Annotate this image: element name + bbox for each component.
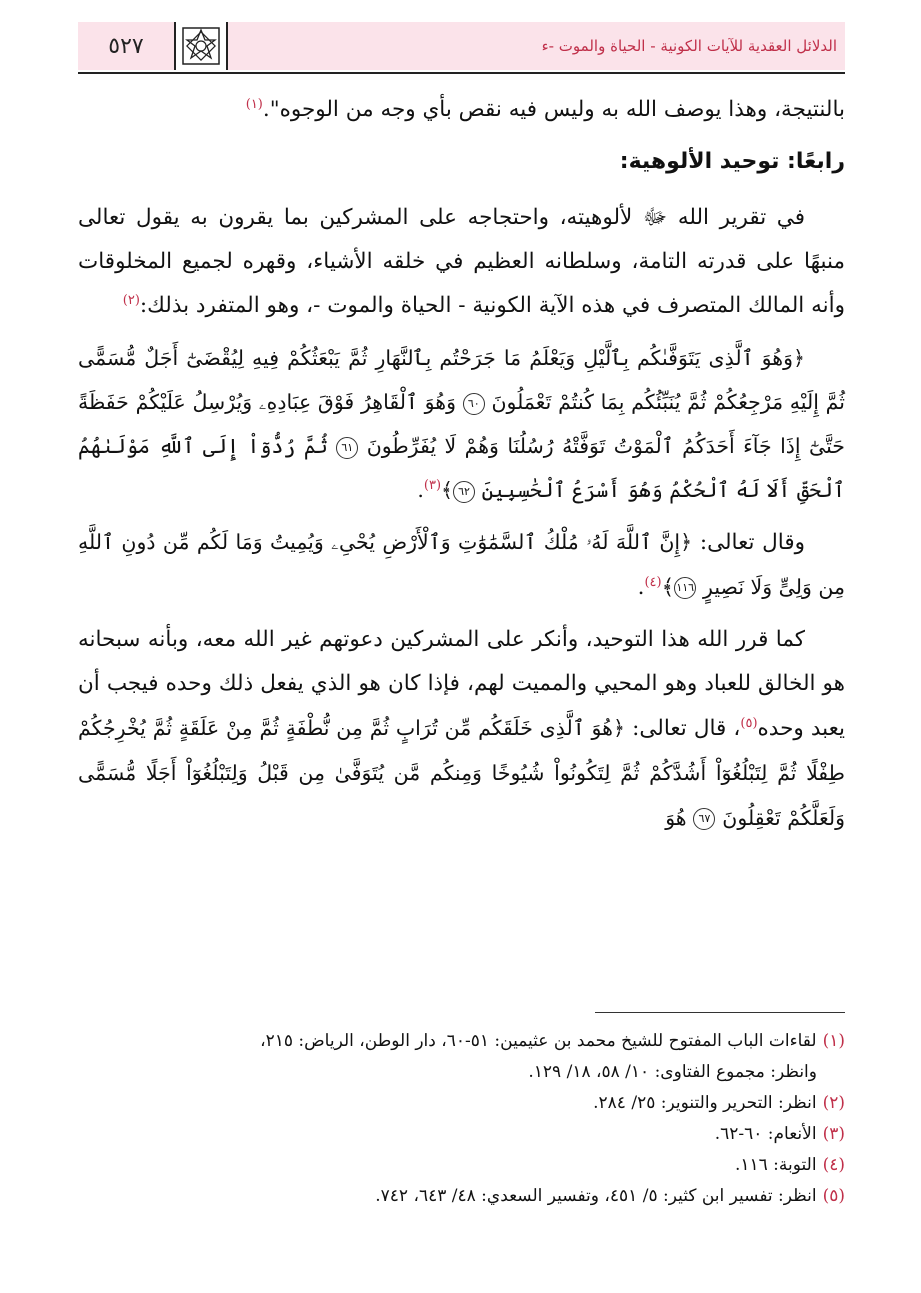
paragraph-4: كما قرر الله هذا التوحيد، وأنكر على المشركين دعوتهم غير الله معه، وبأنه سبحانه هو الخالق للعباد وهو المحيي والمميت لهم، فإذا كان هو الذي يفعل ذلك وحده فيجب أن يعبد وحده$^{(٥)}$، قال تعالى: ﴿هُوَ ٱلَّذِى خَلَقَكُم مِّن تُرَابٍ ثُمَّ مِن نُّطْفَةٍ ثُمَّ مِنْ عَلَقَةٍ ثُمَّ يُخْرِجُكُمْ طِفْلًا ثُمَّ لِتَبْلُغُوٓاْ أَشُدَّكُمْ ثُمَّ لِتَكُونُواْ شُيُوخًا وَمِنكُم مَّن يُتَوَفَّىٰ مِن قَبْلُ وَلِتَبْلُغُوٓاْ أَجَلًا مُّسَمًّى وَلَعَلَّكُمْ تَعْقِلُونَ ٦٧ هُوَ [78, 627, 846, 830]
ayah-number-icon: ١١٦ [674, 577, 696, 599]
page-header [78, 22, 845, 70]
page-number: ٥٢٧ [78, 22, 174, 70]
footnote-4: (٤)التوبة: ١١٦. [734, 1155, 845, 1175]
footnote-5: (٥)انظر: تفسير ابن كثير: ٥/ ٤٥١، وتفسير السعدي: ٤٨/ ٦٤٣، ٧٤٢. [375, 1186, 845, 1206]
paragraph-2: في تقرير الله ﷻ لألوهيته، واحتجاجه على المشركين بما يقرون به يقول تعالى منبهًا على قدرته التامة، وسلطانه العظيم في خلقه الأشياء، وقهره لجميع المخلوقات وأنه المالك المتصرف في هذه الآية الكونية - الحياة والموت -، وهو المتفرد بذلك:$^{(٢)}$ [78, 205, 845, 318]
footnote-1: (١)لقاءات الباب المفتوح للشيخ محمد بن عثيمين: ٥١-٦٠، دار الوطن، الرياض: ٢١٥، [260, 1031, 845, 1051]
section-heading: رابعًا: توحيد الألوهية: [619, 149, 845, 174]
footnote-ref-2[interactable]: (٢) [122, 292, 140, 308]
header-title: الدلائل العقدية للآيات الكونية - الحياة والموت -ء [228, 22, 845, 70]
footnote-divider [595, 1012, 845, 1013]
ayah-number-icon: ٦٢ [453, 481, 475, 503]
footnote-2: (٢)انظر: التحرير والتنوير: ٢٥/ ٢٨٤. [593, 1093, 845, 1113]
footnote-1-continued: وانظر: مجموع الفتاوى: ١٠/ ٥٨، ١٨/ ١٢٩. [528, 1062, 817, 1082]
footnote-ref-1[interactable]: (١) [245, 96, 263, 112]
footnote-ref-5[interactable]: (٥) [740, 715, 758, 731]
paragraph-1: بالنتيجة، وهذا يوصف الله به وليس فيه نقص بأي وجه من الوجوه".$^{(١)}$ [245, 96, 845, 122]
islamic-star-ornament-icon [174, 22, 228, 70]
paragraph-3: وقال تعالى: ﴿إِنَّ ٱللَّهَ لَهُۥ مُلْكُ ٱلسَّمَٰوَٰتِ وَٱلْأَرْضِ يُحْىِۦ وَيُمِيتُ وَمَا لَكُم مِّن دُونِ ٱللَّهِ مِن وَلِىٍّ وَلَا نَصِيرٍ ١١٦﴾$^{(٤)}$. [78, 530, 845, 600]
main-text [78, 88, 845, 849]
header-divider [78, 72, 845, 74]
footnotes [78, 1026, 845, 1212]
ayah-number-icon: ٦١ [336, 437, 358, 459]
quran-quote-1: ﴿وَهُوَ ٱلَّذِى يَتَوَفَّىٰكُم بِٱلَّيْلِ وَيَعْلَمُ مَا جَرَحْتُم بِٱلنَّهَارِ ثُمَّ يَبْعَثُكُمْ فِيهِ لِيُقْضَىٰٓ أَجَلٌ مُّسَمًّى ثُمَّ إِلَيْهِ مَرْجِعُكُمْ ثُمَّ يُنَبِّئُكُم بِمَا كُنتُمْ تَعْمَلُونَ ٦٠ وَهُوَ ٱلْقَاهِرُ فَوْقَ عِبَادِهِۦ وَيُرْسِلُ عَلَيْكُمْ حَفَظَةً حَتَّىٰٓ إِذَا جَآءَ أَحَدَكُمُ ٱلْمَوْتُ تَوَفَّتْهُ رُسُلُنَا وَهُمْ لَا يُفَرِّطُونَ ٦١ ثُمَّ رُدُّوٓاْ إِلَى ٱللَّهِ مَوْلَىٰهُمُ ٱلْحَقِّ أَلَا لَهُ ٱلْحُكْمُ وَهُوَ أَسْرَعُ ٱلْحَٰسِبِينَ ٦٢﴾$^{(٣)}$. [78, 346, 845, 502]
ayah-number-icon: ٦٠ [463, 393, 485, 415]
footnote-3: (٣)الأنعام: ٦٠-٦٢. [714, 1124, 845, 1144]
ayah-number-icon: ٦٧ [693, 808, 715, 830]
footnote-ref-4[interactable]: (٤) [644, 574, 662, 590]
footnote-ref-3[interactable]: (٣) [423, 478, 442, 494]
